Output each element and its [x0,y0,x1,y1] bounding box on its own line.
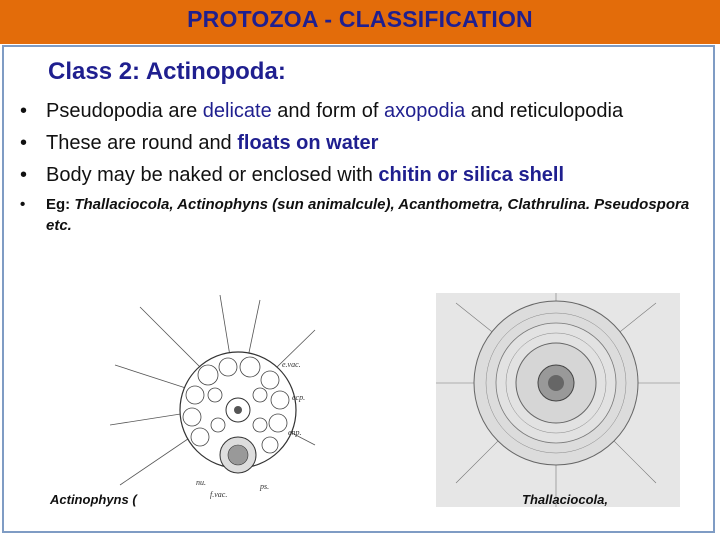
bullet-body [20,162,700,188]
bullet-dot: • [20,100,28,122]
bullet-text: and form of [271,100,385,122]
bullet-dot: • [20,164,28,186]
examples-label: Eg: [46,196,75,213]
bullet-list [20,98,700,242]
slide-title: PROTOZOA - CLASSIFICATION [187,6,533,32]
bullet-dot: • [20,132,28,154]
bullet-examples [20,194,700,236]
label-nu: nu. [196,478,206,487]
label-ecp: ecp. [292,393,306,402]
class-heading: Class 2: Actinopoda: [48,58,286,85]
bullet-dot: • [20,196,26,213]
bullet-text: Body may be naked or enclosed with [46,164,379,186]
label-ps: ps. [260,482,270,491]
label-evac: e.vac. [282,360,301,369]
examples-list: Thallaciocola, Actinophyns (sun animalcule), Acanthometra, Clathrulina. Pseudospora etc. [46,196,690,234]
bullet-text: Pseudopodia are [46,100,203,122]
caption-thallaciocola: Thallaciocola, [522,492,608,507]
bullet-text: and reticulopodia [465,100,624,122]
thalassicolla-drawing [436,293,680,507]
highlight-axopodia: axopodia [384,100,466,122]
label-enp: enp. [288,428,302,437]
bullet-text: These are round and [46,132,238,154]
highlight-shell: chitin or silica shell [378,164,565,186]
highlight-floats: floats on water [237,132,379,154]
bullet-round [20,130,700,156]
bullet-pseudopodia [20,98,700,124]
caption-actinophyns: Actinophyns ( [50,492,137,507]
highlight-delicate: delicate [202,100,272,122]
label-fvac: f.vac. [210,490,228,499]
actinophrys-drawing [110,295,320,510]
